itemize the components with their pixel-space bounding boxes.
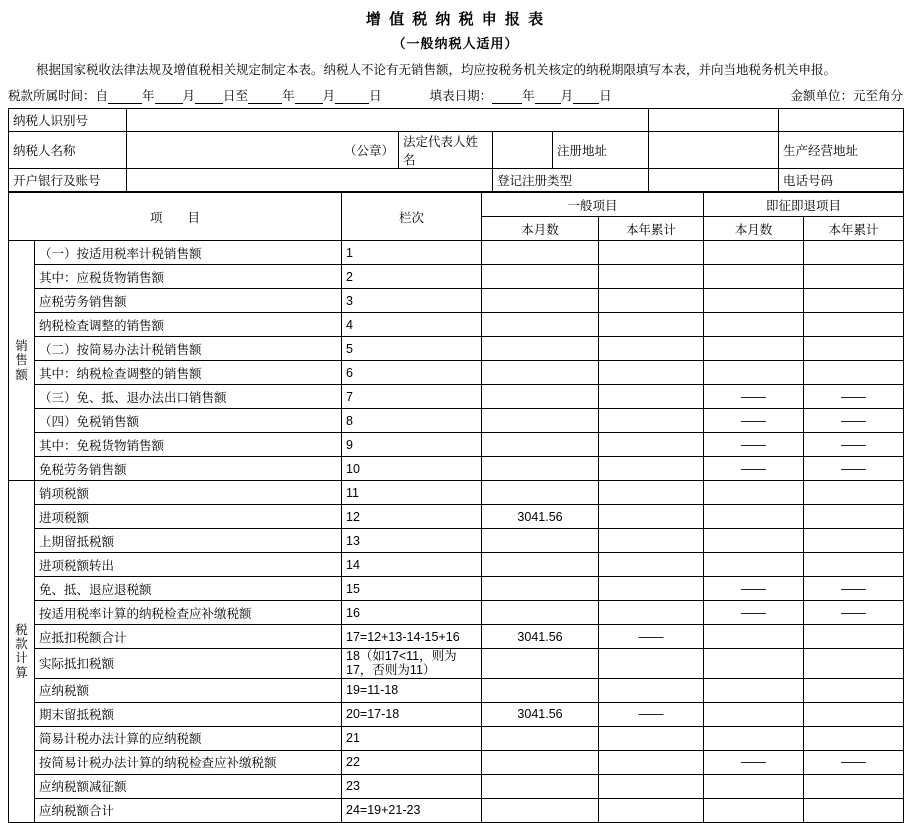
row-value-general-year[interactable]: [599, 798, 704, 822]
table-row: [9, 702, 904, 726]
row-value-refund-year: ——: [804, 409, 904, 433]
row-value-general-year[interactable]: [599, 337, 704, 361]
row-value-general-year[interactable]: [599, 457, 704, 481]
taxpayer-name-label: 纳税人名称: [9, 132, 127, 169]
col-item-header: 项 目: [9, 193, 342, 241]
period-row: [8, 86, 903, 104]
sales-section: [9, 241, 904, 481]
row-line-number: 13: [342, 529, 482, 553]
row-item-label: 上期留抵税额: [35, 529, 342, 553]
row-value-general-year[interactable]: [599, 289, 704, 313]
row-item-label: 按简易计税办法计算的纳税检查应补缴税额: [35, 750, 342, 774]
row-line-number: 2: [342, 265, 482, 289]
row-value-general-year[interactable]: [599, 385, 704, 409]
taxpayer-id-label: 纳税人识别号: [9, 109, 127, 132]
row-value-refund-month[interactable]: [704, 625, 804, 649]
row-value-general-month[interactable]: [482, 553, 599, 577]
row-item-label: 销项税额: [35, 481, 342, 505]
row-item-label: 按适用税率计算的纳税检查应补缴税额: [35, 601, 342, 625]
row-value-general-year[interactable]: [599, 241, 704, 265]
header-fields-table: [8, 108, 904, 192]
row-value-general-month[interactable]: 3041.56: [482, 505, 599, 529]
col-refund-year: 本年累计: [804, 217, 904, 241]
row-value-refund-month[interactable]: [704, 289, 804, 313]
period-year2-blank[interactable]: [248, 103, 282, 104]
row-value-refund-month[interactable]: [704, 241, 804, 265]
row-value-refund-month: ——: [704, 385, 804, 409]
row-value-general-month[interactable]: [482, 529, 599, 553]
row-value-refund-year: ——: [804, 750, 904, 774]
row-item-label: 简易计税办法计算的应纳税额: [35, 726, 342, 750]
row-value-refund-month[interactable]: [704, 337, 804, 361]
row-value-refund-year[interactable]: [804, 702, 904, 726]
row-line-number: 5: [342, 337, 482, 361]
row-value-refund-year[interactable]: [804, 649, 904, 679]
row-value-general-month[interactable]: [482, 433, 599, 457]
table-row: [9, 433, 904, 457]
row-item-label: 实际抵扣税额: [35, 649, 342, 679]
table-row: [9, 505, 904, 529]
row-value-refund-year[interactable]: [804, 678, 904, 702]
table-row: [9, 457, 904, 481]
row-value-refund-year[interactable]: [804, 241, 904, 265]
row-value-general-year[interactable]: [599, 361, 704, 385]
reg-address-label: 注册地址: [553, 132, 649, 169]
bank-account-value[interactable]: [127, 169, 493, 192]
row-value-refund-month[interactable]: [704, 726, 804, 750]
row-value-general-year[interactable]: [599, 481, 704, 505]
table-row: [9, 529, 904, 553]
row-value-refund-year[interactable]: [804, 798, 904, 822]
row-line-number: 1: [342, 241, 482, 265]
taxpayer-id-spacer-1: [649, 109, 779, 132]
taxpayer-id-value[interactable]: [127, 109, 649, 132]
row-item-label: 纳税检查调整的销售额: [35, 313, 342, 337]
row-value-refund-year[interactable]: [804, 337, 904, 361]
row-item-label: 进项税额: [35, 505, 342, 529]
table-row: [9, 577, 904, 601]
row-value-refund-year[interactable]: [804, 481, 904, 505]
row-value-general-year: ——: [599, 625, 704, 649]
fill-date-label: 填表日期：: [429, 89, 493, 103]
row-value-refund-month: ——: [704, 457, 804, 481]
row-value-refund-month: ——: [704, 433, 804, 457]
row-value-general-month[interactable]: 3041.56: [482, 702, 599, 726]
row-value-refund-month[interactable]: [704, 649, 804, 679]
col-general-header: 一般项目: [482, 193, 704, 217]
table-row: [9, 774, 904, 798]
row-value-general-month[interactable]: [482, 601, 599, 625]
seal-label: （公章）: [343, 144, 394, 158]
row-value-refund-year: ——: [804, 385, 904, 409]
row-value-refund-month[interactable]: [704, 313, 804, 337]
vat-tax-return-form: [0, 8, 911, 819]
row-value-general-year[interactable]: [599, 529, 704, 553]
row-line-number: 18（如17<11，则为17，否则为11）: [342, 649, 482, 679]
table-row: [9, 678, 904, 702]
row-value-general-month[interactable]: [482, 409, 599, 433]
row-value-general-month[interactable]: [482, 726, 599, 750]
row-value-refund-year[interactable]: [804, 289, 904, 313]
fill-month-unit: 月: [560, 89, 574, 103]
period-label: 税款所属时间：自: [8, 89, 109, 103]
period-day-unit: 日至: [223, 89, 249, 103]
row-value-general-year[interactable]: [599, 313, 704, 337]
row-value-general-year[interactable]: [599, 601, 704, 625]
taxpayer-id-spacer-2: [779, 109, 904, 132]
row-value-general-month[interactable]: [482, 289, 599, 313]
row-value-refund-year[interactable]: [804, 361, 904, 385]
row-value-general-month[interactable]: [482, 649, 599, 679]
row-value-general-month[interactable]: [482, 577, 599, 601]
table-header-row-1: [9, 193, 904, 217]
table-row: [9, 553, 904, 577]
row-line-number: 12: [342, 505, 482, 529]
reg-type-label: 登记注册类型: [493, 169, 649, 192]
row-value-general-year[interactable]: [599, 726, 704, 750]
row-line-number: 9: [342, 433, 482, 457]
row-value-general-month[interactable]: [482, 750, 599, 774]
legal-rep-label: 法定代表人姓名: [399, 132, 493, 169]
table-row: [9, 750, 904, 774]
row-item-label: 其中：应税货物销售额: [35, 265, 342, 289]
legal-rep-value[interactable]: [493, 132, 553, 169]
section-label-sales: 销 售 额: [9, 241, 35, 481]
col-general-month: 本月数: [482, 217, 599, 241]
table-row: [9, 649, 904, 679]
amount-unit-label: 金额单位：元至角分: [790, 89, 903, 103]
row-value-general-year[interactable]: [599, 265, 704, 289]
row-value-refund-year[interactable]: [804, 726, 904, 750]
row-value-refund-year: ——: [804, 457, 904, 481]
row-value-general-month[interactable]: 3041.56: [482, 625, 599, 649]
row-value-general-year[interactable]: [599, 649, 704, 679]
row-line-number: 23: [342, 774, 482, 798]
row-value-refund-year[interactable]: [804, 529, 904, 553]
row-value-general-month[interactable]: [482, 798, 599, 822]
table-row: [9, 798, 904, 822]
col-line-header: 栏次: [342, 193, 482, 241]
table-row: [9, 409, 904, 433]
row-value-refund-year[interactable]: [804, 265, 904, 289]
row-value-refund-month[interactable]: [704, 481, 804, 505]
row-item-label: （二）按简易办法计税销售额: [35, 337, 342, 361]
row-value-general-year[interactable]: [599, 409, 704, 433]
row-item-label: 进项税额转出: [35, 553, 342, 577]
row-value-refund-month: ——: [704, 601, 804, 625]
row-value-refund-month[interactable]: [704, 798, 804, 822]
row-value-refund-year[interactable]: [804, 313, 904, 337]
row-value-general-year[interactable]: [599, 577, 704, 601]
row-item-label: 应纳税额: [35, 678, 342, 702]
row-value-general-month[interactable]: [482, 481, 599, 505]
row-line-number: 8: [342, 409, 482, 433]
main-declaration-table: [8, 192, 904, 823]
row-line-number: 20=17-18: [342, 702, 482, 726]
period-month-unit: 月: [182, 89, 196, 103]
period-day-blank[interactable]: [195, 103, 223, 104]
row-value-refund-month: ——: [704, 750, 804, 774]
row-line-number: 10: [342, 457, 482, 481]
period-day2-unit: 日: [369, 89, 382, 103]
row-value-refund-year[interactable]: [804, 625, 904, 649]
table-row: [9, 625, 904, 649]
col-refund-month: 本月数: [704, 217, 804, 241]
table-row: [9, 481, 904, 505]
row-value-refund-month[interactable]: [704, 774, 804, 798]
reg-address-value[interactable]: [649, 132, 779, 169]
period-year2-unit: 年: [282, 89, 295, 103]
row-line-number: 3: [342, 289, 482, 313]
table-row: [9, 289, 904, 313]
row-line-number: 17=12+13-14-15+16: [342, 625, 482, 649]
phone-label: 电话号码: [779, 169, 904, 192]
row-value-general-month[interactable]: [482, 361, 599, 385]
row-value-general-month[interactable]: [482, 774, 599, 798]
period-year-blank[interactable]: [108, 103, 142, 104]
period-month2-blank[interactable]: [295, 103, 323, 104]
page-subtitle: （一般纳税人适用）: [392, 36, 519, 51]
row-line-number: 15: [342, 577, 482, 601]
row-line-number: 4: [342, 313, 482, 337]
row-value-general-month[interactable]: [482, 385, 599, 409]
row-item-label: 应纳税额减征额: [35, 774, 342, 798]
row-value-general-year[interactable]: [599, 678, 704, 702]
taxpayer-name-row: [9, 132, 904, 169]
table-row: [9, 726, 904, 750]
row-item-label: 免税劳务销售额: [35, 457, 342, 481]
taxpayer-name-value[interactable]: [127, 132, 399, 169]
table-row: [9, 241, 904, 265]
row-value-refund-month[interactable]: [704, 529, 804, 553]
row-value-general-month[interactable]: [482, 265, 599, 289]
row-value-general-year[interactable]: [599, 750, 704, 774]
row-line-number: 11: [342, 481, 482, 505]
page-title: 增 值 税 纳 税 申 报 表: [365, 11, 546, 28]
row-value-general-year[interactable]: [599, 433, 704, 457]
intro-paragraph: [10, 60, 901, 80]
row-item-label: 其中：纳税检查调整的销售额: [35, 361, 342, 385]
reg-type-value[interactable]: [649, 169, 779, 192]
table-row: [9, 361, 904, 385]
period-month2-unit: 月: [322, 89, 336, 103]
row-value-refund-month: ——: [704, 577, 804, 601]
row-value-refund-month[interactable]: [704, 702, 804, 726]
row-value-general-month[interactable]: [482, 678, 599, 702]
row-line-number: 19=11-18: [342, 678, 482, 702]
intro-text: 根据国家税收法律法规及增值税相关规定制定本表。纳税人不论有无销售额，均应按税务机关核定的纳税期限填写本表，并向当地税务机关申报。: [36, 63, 837, 77]
row-value-general-year[interactable]: [599, 553, 704, 577]
row-value-refund-year[interactable]: [804, 774, 904, 798]
row-item-label: 应抵扣税额合计: [35, 625, 342, 649]
row-value-general-month[interactable]: [482, 337, 599, 361]
row-item-label: 免、抵、退应退税额: [35, 577, 342, 601]
col-refund-header: 即征即退项目: [704, 193, 904, 217]
row-line-number: 21: [342, 726, 482, 750]
row-value-refund-month[interactable]: [704, 678, 804, 702]
row-line-number: 14: [342, 553, 482, 577]
section-label-tax: 税 款 计 算: [9, 481, 35, 823]
period-day2-blank[interactable]: [335, 103, 369, 104]
row-line-number: 6: [342, 361, 482, 385]
table-row: [9, 385, 904, 409]
row-value-refund-month[interactable]: [704, 265, 804, 289]
table-row: [9, 313, 904, 337]
row-value-refund-year[interactable]: [804, 553, 904, 577]
business-address-label: 生产经营地址: [779, 132, 904, 169]
row-value-refund-month: ——: [704, 409, 804, 433]
row-value-general-year[interactable]: [599, 774, 704, 798]
row-item-label: 期末留抵税额: [35, 702, 342, 726]
row-line-number: 24=19+21-23: [342, 798, 482, 822]
table-row: [9, 265, 904, 289]
row-value-refund-year: ——: [804, 601, 904, 625]
period-month-blank[interactable]: [155, 103, 183, 104]
row-value-general-year[interactable]: [599, 505, 704, 529]
row-value-general-month[interactable]: [482, 457, 599, 481]
taxpayer-id-row: [9, 109, 904, 132]
fill-day-blank[interactable]: [573, 103, 599, 104]
row-item-label: （一）按适用税率计税销售额: [35, 241, 342, 265]
row-value-general-year: ——: [599, 702, 704, 726]
row-item-label: 其中：免税货物销售额: [35, 433, 342, 457]
period-year-unit: 年: [142, 89, 155, 103]
row-line-number: 16: [342, 601, 482, 625]
row-value-refund-month[interactable]: [704, 553, 804, 577]
fill-month-blank[interactable]: [535, 103, 561, 104]
fill-year-unit: 年: [522, 89, 535, 103]
row-line-number: 7: [342, 385, 482, 409]
bank-account-row: [9, 169, 904, 192]
col-general-year: 本年累计: [599, 217, 704, 241]
tax-calc-section: [9, 481, 904, 823]
row-line-number: 22: [342, 750, 482, 774]
row-value-refund-month[interactable]: [704, 361, 804, 385]
row-value-general-month[interactable]: [482, 313, 599, 337]
bank-account-label: 开户银行及账号: [9, 169, 127, 192]
row-value-refund-month[interactable]: [704, 505, 804, 529]
row-value-refund-year: ——: [804, 577, 904, 601]
table-row: [9, 601, 904, 625]
row-item-label: （三）免、抵、退办法出口销售额: [35, 385, 342, 409]
fill-day-unit: 日: [599, 89, 612, 103]
table-row: [9, 337, 904, 361]
row-value-refund-year[interactable]: [804, 505, 904, 529]
row-value-general-month[interactable]: [482, 241, 599, 265]
row-item-label: （四）免税销售额: [35, 409, 342, 433]
row-value-refund-year: ——: [804, 433, 904, 457]
fill-year-blank[interactable]: [492, 103, 522, 104]
row-item-label: 应纳税额合计: [35, 798, 342, 822]
row-item-label: 应税劳务销售额: [35, 289, 342, 313]
